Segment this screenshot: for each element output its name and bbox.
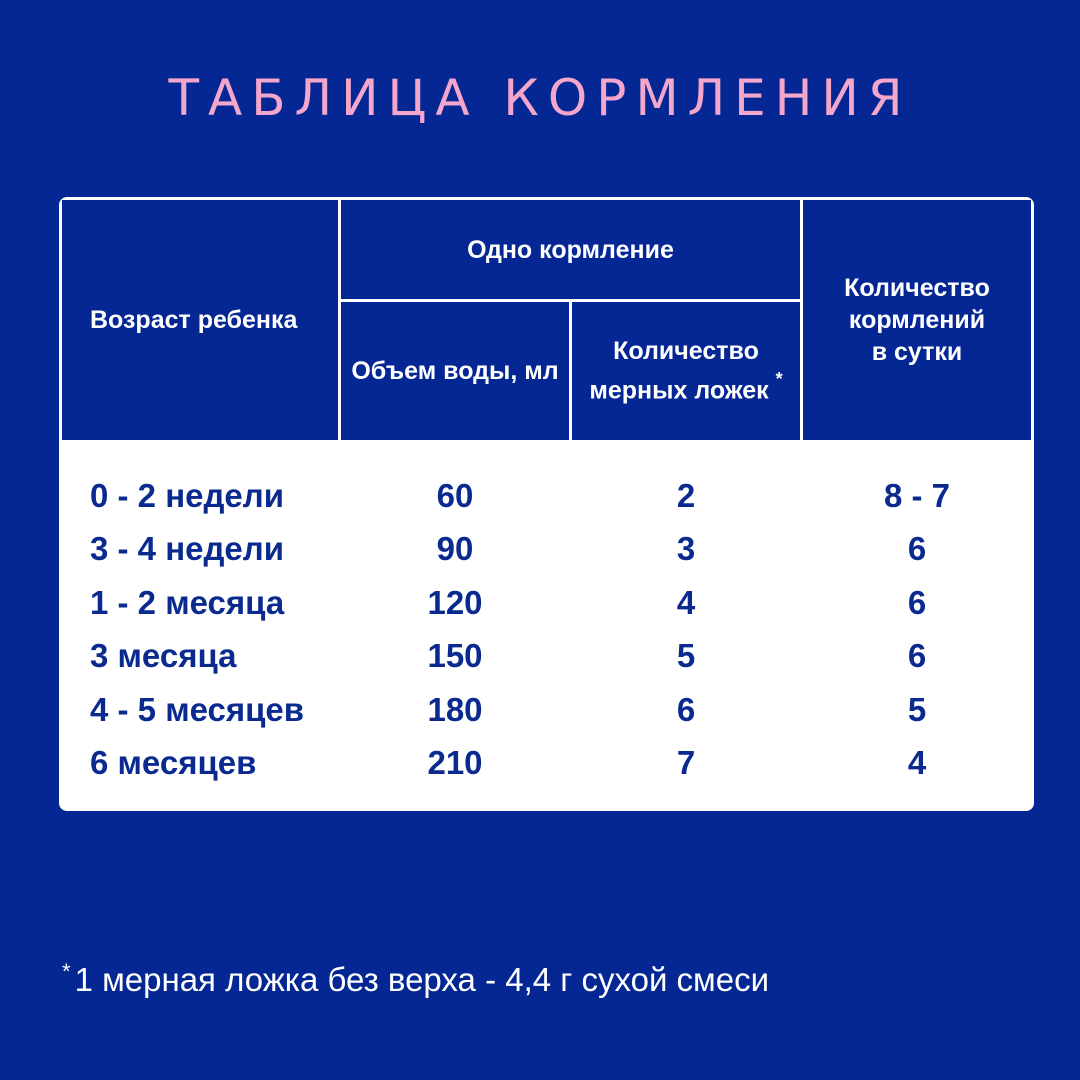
header-count-line1: Количество — [844, 274, 990, 302]
table-row — [59, 522, 1034, 575]
footnote-text: 1 мерная ложка без верха - 4,4 г сухой смеси — [74, 961, 770, 998]
cell-spoons: 2 — [676, 477, 696, 514]
header-water-volume-label: Объем воды, мл — [351, 357, 559, 385]
header-spoons-line2: мерных ложек — [589, 376, 769, 405]
page-title: ТАБЛИЦА КОРМЛЕНИЯ — [168, 69, 912, 127]
table-row — [59, 469, 1034, 522]
header-spoons-line1: Количество — [613, 337, 759, 366]
cell-count: 6 — [907, 583, 927, 621]
cell-count: 6 — [907, 530, 927, 568]
table-row — [59, 576, 1034, 629]
cell-spoons: 3 — [676, 530, 696, 568]
cell-water: 90 — [436, 530, 474, 568]
cell-count: 5 — [907, 690, 927, 728]
header-one-feeding-label: Одно кормление — [467, 235, 674, 264]
cell-spoons: 7 — [676, 743, 696, 781]
cell-spoons: 5 — [676, 637, 696, 675]
table-body — [59, 469, 1034, 789]
cell-spoons: 6 — [676, 690, 696, 728]
header-spoons — [572, 302, 800, 440]
table-row — [59, 683, 1034, 736]
cell-water: 60 — [436, 477, 474, 514]
cell-count: 6 — [907, 637, 927, 675]
cell-water: 150 — [427, 637, 483, 675]
feeding-table — [59, 197, 1034, 811]
cell-water: 210 — [427, 743, 483, 781]
header-age-label: Возраст ребенка — [90, 306, 298, 334]
cell-water: 180 — [427, 690, 483, 728]
table-row — [59, 629, 1034, 682]
header-spoons-asterisk: * — [775, 369, 783, 390]
cell-age: 6 месяцев — [90, 743, 257, 781]
header-count-line3: в сутки — [871, 338, 963, 366]
header-one-feeding — [341, 200, 800, 299]
cell-age: 1 - 2 месяца — [90, 583, 285, 621]
cell-water: 120 — [427, 583, 483, 621]
footnote — [62, 958, 769, 1006]
table-header — [59, 197, 1034, 442]
header-water-volume — [341, 302, 569, 440]
header-feedings-per-day — [803, 200, 1031, 440]
cell-count: 8 - 7 — [883, 477, 951, 514]
footnote-asterisk: * — [62, 959, 71, 984]
header-count-line2: кормлений — [848, 306, 986, 334]
cell-spoons: 4 — [676, 583, 696, 621]
header-age — [62, 200, 338, 440]
cell-age: 0 - 2 недели — [90, 477, 285, 514]
cell-count: 4 — [907, 743, 927, 781]
cell-age: 3 месяца — [90, 637, 237, 675]
cell-age: 3 - 4 недели — [90, 530, 285, 568]
cell-age: 4 - 5 месяцев — [90, 690, 305, 728]
header-spoons-line2-wrap — [589, 367, 782, 406]
table-row — [59, 736, 1034, 789]
